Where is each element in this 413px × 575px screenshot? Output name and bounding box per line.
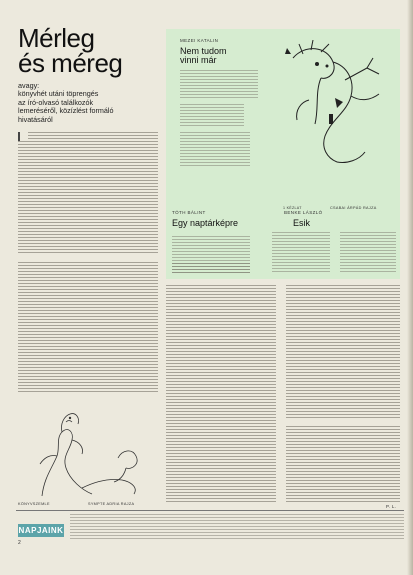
poem-1-author: MEZEI KATALIN [180, 38, 219, 43]
deck-line-1: avagy: [18, 81, 40, 90]
poem-1-credit: 1 KÉZLAT [283, 206, 302, 210]
article-deck [18, 82, 136, 124]
page-number: 2 [18, 540, 22, 546]
poem-1-text [180, 70, 258, 100]
poem-3-title [293, 219, 310, 228]
deck-line-2: könyvhét utáni töprengés [18, 89, 99, 99]
footnotes-text [70, 514, 404, 540]
poem-3-text-col-1 [272, 232, 330, 274]
right-column-break [286, 420, 400, 424]
poem-2-title [172, 219, 238, 228]
drop-cap [18, 132, 28, 141]
left-illustration-credit-left: KÖNYVSZEMLE [18, 502, 50, 506]
intro-body-text [18, 132, 158, 254]
poem-3-title-line-1: Esik [293, 218, 311, 228]
left-illustration [22, 398, 152, 500]
page-marker: P. L. [386, 504, 397, 509]
footer-rule [16, 510, 404, 511]
poem-3-text-col-2 [340, 232, 396, 274]
deck-line-5: hivatásáról [18, 114, 53, 124]
top-illustration [275, 40, 395, 170]
poem-2-author: TÓTH BÁLINT [172, 210, 206, 215]
magazine-logo: NAPJAINK [18, 526, 64, 535]
headline-line-2: és méreg [18, 48, 123, 78]
poem-1-title [180, 47, 227, 65]
left-column-text [18, 262, 158, 392]
deck-line-3: az író-olvasó találkozók [18, 97, 94, 107]
top-illustration-caption: CSABAI ÁRPÁD RAJZA [330, 206, 377, 210]
poem-3-author: BENKE LÁSZLÓ [284, 210, 323, 215]
poem-2-title-line-1: Egy naptárképre [172, 218, 239, 228]
poem-2-text-2 [172, 263, 250, 275]
right-column-text [286, 285, 400, 503]
headline-line-1: Mérleg [18, 23, 95, 53]
middle-column-text [166, 285, 276, 503]
left-illustration-credit-right: SYMPTE ADRIA RAJZA [88, 502, 135, 506]
scan-edge [407, 0, 413, 575]
poem-1-title-line-1: Nem tudom [180, 46, 227, 56]
deck-line-4: lemeréséről, közízlést formáló [18, 106, 114, 116]
poem-1-text-3 [180, 132, 250, 166]
poem-1-text-2 [180, 104, 244, 128]
article-headline [18, 23, 136, 78]
poem-1-title-line-2: vinni már [180, 55, 217, 65]
